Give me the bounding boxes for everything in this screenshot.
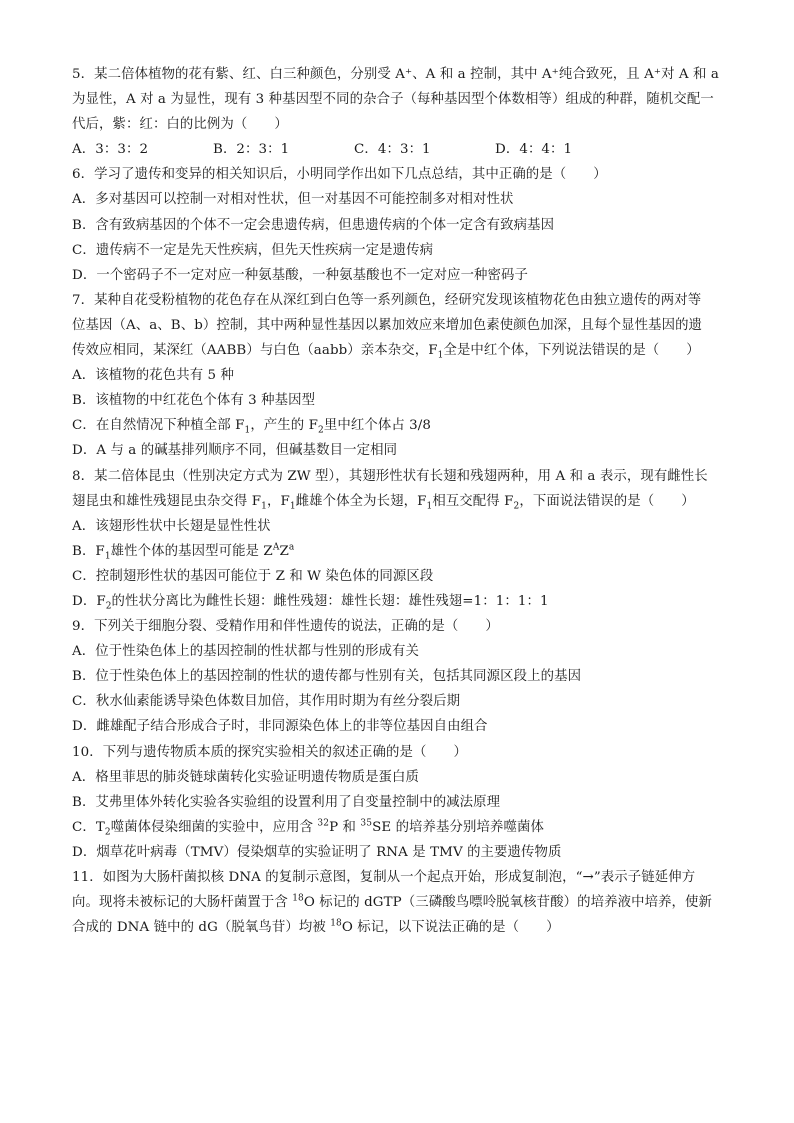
question-6-option-c: C．遗传病不一定是先天性疾病，但先天性疾病一定是遗传病 xyxy=(72,242,434,258)
question-11-stem-line-1: 11．如图为大肠杆菌拟核 DNA 的复制示意图，复制从一个起点开始，形成复制泡，“→”表示子链延伸方 xyxy=(72,870,696,885)
question-5-option-d: D．4：4：1 xyxy=(495,142,573,158)
text-run: O 标记的 dGTP（三磷酸鸟嘌呤脱氧核苷酸）的培养液中培养，使新 xyxy=(303,895,713,911)
text-run: 相互交配得 F xyxy=(432,493,514,509)
superscript: a xyxy=(288,542,295,553)
question-6-stem: 6．学习了遗传和变异的相关知识后，小明同学作出如下几点总结，其中正确的是（ ） xyxy=(72,167,607,183)
text-run: 雌雄个体全为长翅，F xyxy=(295,493,427,509)
question-8-option-d xyxy=(72,589,732,614)
question-8-option-c: C．控制翅形性状的基因可能位于 Z 和 W 染色体的同源区段 xyxy=(72,568,434,584)
text-run: B．F xyxy=(72,543,105,559)
question-5-options xyxy=(72,137,732,162)
text-run: P 和 xyxy=(329,819,361,835)
question-7-option-a: A．该植物的花色共有 5 种 xyxy=(72,368,235,384)
question-10-option-c xyxy=(72,815,732,840)
question-5-option-c: C．4：3：1 xyxy=(354,142,431,158)
superscript: 18 xyxy=(330,918,342,929)
text-run: 里中红个体占 3/8 xyxy=(323,418,432,434)
text-run: ，下面说法错误的是（ ） xyxy=(519,493,695,509)
question-7-option-c xyxy=(72,413,732,438)
question-9-option-b: B．位于性染色体上的基因控制的性状的遗传都与性别有关，包括其同源区段上的基因 xyxy=(72,669,582,685)
question-8-stem-line-2 xyxy=(72,489,732,514)
question-7-stem-line-1: 7．某种自花受粉植物的花色存在从深红到白色等一系列颜色，经研究发现该植物花色由独立遗传的两对等 xyxy=(72,292,702,308)
text-run: Z xyxy=(279,543,289,559)
question-9-option-d: D．雌雄配子结合形成合子时，非同源染色体上的非等位基因自由组合 xyxy=(72,719,488,735)
question-10 xyxy=(72,740,732,865)
text-run: SE 的培养基分别培养噬菌体 xyxy=(372,819,544,835)
question-7-stem-line-2: 位基因（A、a、B、b）控制，其中两种显性基因以累加效应来增加色素使颜色加深，且每个显性基因的遗 xyxy=(72,317,703,333)
question-5-stem-line-3: 代后，紫：红：白的比例为（ ） xyxy=(72,117,288,133)
text-run: ，产生的 F xyxy=(250,418,319,434)
text-run: 合成的 DNA 链中的 dG（脱氧鸟苷）均被 xyxy=(72,920,331,936)
question-8-stem-line-1: 8．某二倍体昆虫（性别决定方式为 ZW 型），其翅形性状有长翅和残翅两种，用 A 和 a 表示，现有雌性长 xyxy=(72,468,708,484)
question-6-option-a: A．多对基因可以控制一对相对性状，但一对基因不可能控制多对相对性状 xyxy=(72,192,514,208)
subscript: 2 xyxy=(318,425,324,436)
text-run: ，F xyxy=(266,493,290,509)
question-10-option-b: B．艾弗里体外转化实验各实验组的设置利用了自变量控制中的减法原理 xyxy=(72,794,501,810)
text-run: 传效应相同，某深红（AABB）与白色（aabb）亲本杂交，F xyxy=(72,343,438,359)
question-5-option-a: A．3：3：2 xyxy=(72,142,149,158)
question-7-option-d: D．A 与 a 的碱基排列顺序不同，但碱基数目一定相同 xyxy=(72,443,398,459)
subscript: 1 xyxy=(426,501,433,512)
text-run: 雄性个体的基因型可能是 Z xyxy=(110,543,273,559)
text-run: 全是中红个体，下列说法错误的是（ ） xyxy=(443,343,700,359)
question-7 xyxy=(72,288,732,464)
text-run: 翅昆虫和雄性残翅昆虫杂交得 F xyxy=(72,493,262,509)
question-8-option-a: A．该翅形性状中长翅是显性性状 xyxy=(72,518,271,534)
text-run: O 标记，以下说法正确的是（ ） xyxy=(341,920,560,936)
exam-page xyxy=(72,62,732,940)
subscript: 2 xyxy=(104,827,111,838)
text-run: 噬菌体侵染细菌的实验中，应用含 xyxy=(110,819,318,835)
text-run: C．T xyxy=(72,819,105,835)
question-6-option-b: B．含有致病基因的个体不一定会患遗传病，但患遗传病的个体一定含有致病基因 xyxy=(72,217,555,233)
question-9 xyxy=(72,614,732,739)
question-6-option-d: D．一个密码子不一定对应一种氨基酸，一种氨基酸也不一定对应一种密码子 xyxy=(72,267,529,283)
question-5-option-b: B．2：3：1 xyxy=(213,142,290,158)
superscript: 32 xyxy=(317,818,330,829)
subscript: 1 xyxy=(437,350,444,361)
question-9-option-c: C．秋水仙素能诱导染色体数目加倍，其作用时期为有丝分裂后期 xyxy=(72,694,461,710)
question-5-stem-line-1: 5．某二倍体植物的花有紫、红、白三种颜色，分别受 A⁺、A 和 a 控制，其中 A⁺纯合致死，且 A⁺对 A 和 a xyxy=(72,67,719,82)
text-run: C．在自然情况下种植全部 F xyxy=(72,418,245,434)
subscript: 2 xyxy=(105,601,112,612)
question-11-stem-line-2 xyxy=(72,890,732,915)
question-7-option-b: B．该植物的中红花色个体有 3 种基因型 xyxy=(72,393,316,409)
question-6 xyxy=(72,162,732,287)
subscript: 1 xyxy=(104,551,111,562)
question-8 xyxy=(72,464,732,615)
question-10-option-a: A．格里菲思的肺炎链球菌转化实验证明遗传物质是蛋白质 xyxy=(72,769,420,785)
subscript: 1 xyxy=(244,425,251,436)
question-5-stem-line-2: 为显性，A 对 a 为显性，现有 3 种基因型不同的杂合子（每种基因型个体数相等）组成的种群，随机交配一 xyxy=(72,92,714,108)
text-run: D．F xyxy=(72,593,106,609)
question-11-stem-line-3 xyxy=(72,915,732,940)
question-9-stem: 9．下列关于细胞分裂、受精作用和伴性遗传的说法，正确的是（ ） xyxy=(72,619,499,635)
question-8-option-b xyxy=(72,539,732,564)
text-run: 的性状分离比为雌性长翅：雌性残翅：雄性长翅：雄性残翅=1：1：1：1 xyxy=(111,593,549,609)
subscript: 1 xyxy=(289,501,296,512)
superscript: 18 xyxy=(292,893,304,904)
text-run: 向。现将未被标记的大肠杆菌置于含 xyxy=(72,895,293,911)
question-10-option-d: D．烟草花叶病毒（TMV）侵染烟草的实验证明了 RNA 是 TMV 的主要遗传物质 xyxy=(72,844,562,860)
superscript: 35 xyxy=(360,818,373,829)
question-11 xyxy=(72,865,732,940)
subscript: 2 xyxy=(513,501,520,512)
superscript: A xyxy=(272,542,280,553)
question-10-stem: 10．下列与遗传物质本质的探究实验相关的叙述正确的是（ ） xyxy=(72,744,467,760)
question-9-option-a: A．位于性染色体上的基因控制的性状都与性别的形成有关 xyxy=(72,644,420,660)
question-5 xyxy=(72,62,732,162)
question-7-stem-line-3 xyxy=(72,338,732,363)
subscript: 1 xyxy=(261,501,267,512)
